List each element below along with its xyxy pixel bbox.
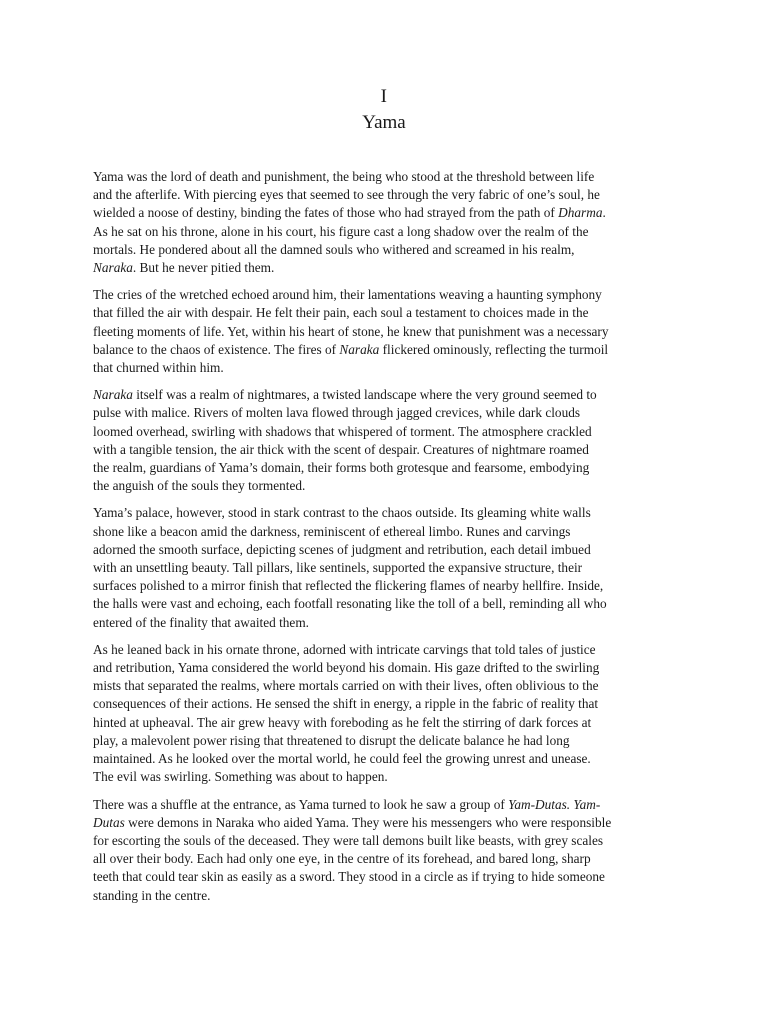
text-line: loomed overhead, swirling with shadows that whispered of torment. The atmosphere crackled (93, 423, 592, 439)
text-line: mists that separated the realms, where mortals carried on with their lives, often oblivious to the (93, 678, 599, 694)
text-line: As he leaned back in his ornate throne, adorned with intricate carvings that told tales of justice (93, 641, 596, 657)
text-line: Yama was the lord of death and punishment, the being who stood at the threshold between life (93, 169, 595, 184)
text-line: entered of the finality that awaited them. (93, 614, 309, 630)
text-line: consequences of their actions. He sensed the shift in energy, a ripple in the fabric of reality that (93, 696, 599, 712)
text-line: that filled the air with despair. He felt their pain, each soul a testament to choices made in the (93, 305, 589, 321)
text-line: the halls were vast and echoing, each footfall resonating like the toll of a bell, reminding all who (93, 596, 607, 612)
text-line: mortals. He pondered about all the damned souls who withered and screamed in his realm, (93, 241, 575, 257)
italic-term: Yam-Dutas. Yam- (508, 796, 601, 812)
text-line: play, a malevolent power rising that threatened to disrupt the delicate balance he had long (93, 732, 570, 748)
body-paragraph (93, 286, 676, 377)
chapter-title: Yama (362, 112, 406, 133)
text-line: all over their body. Each had only one eye, in the centre of its forehead, and bared long, sharp (93, 851, 591, 867)
body-paragraph (93, 386, 676, 495)
body-paragraph (93, 796, 676, 905)
text-line: hinted at upheaval. The air grew heavy with foreboding as he felt the stirring of dark forces at (93, 714, 592, 730)
text-line: wielded a noose of destiny, binding the fates of those who had strayed from the path of Dharma. (93, 205, 606, 221)
text-line: Naraka itself was a realm of nightmares, a twisted landscape where the very ground seemed to (93, 387, 597, 403)
text-line: The evil was swirling. Something was about to happen. (93, 769, 388, 785)
text-line: pulse with malice. Rivers of molten lava flowed through jagged crevices, while dark clouds (93, 405, 581, 421)
text-line: The cries of the wretched echoed around him, their lamentations weaving a haunting symphony (93, 287, 602, 303)
italic-term: Naraka (93, 387, 133, 403)
text-line: fleeting moments of life. Yet, within his heart of stone, he knew that punishment was a necessary (93, 323, 609, 339)
text-line: maintained. As he looked over the mortal world, he could feel the growing unrest and unease. (93, 751, 591, 767)
text-line: There was a shuffle at the entrance, as Yama turned to look he saw a group of Yam-Dutas. Yam- (93, 796, 601, 812)
text-line: Naraka. But he never pitied them. (93, 260, 275, 276)
body-paragraph (93, 168, 676, 277)
text-line: the anguish of the souls they tormented. (93, 478, 306, 494)
italic-term: Dharma (558, 205, 603, 221)
text-line: standing in the centre. (93, 887, 211, 903)
italic-term: Naraka (339, 341, 380, 357)
text-line: As he sat on his throne, alone in his court, his figure cast a long shadow over the realm of the (93, 223, 589, 239)
text-line: Yama’s palace, however, stood in stark contrast to the chaos outside. Its gleaming white walls (93, 505, 591, 521)
text-line: teeth that could tear skin as easily as a sword. They stood in a circle as if trying to hide someone (93, 869, 605, 885)
text-line: with an unsettling beauty. Tall pillars, like sentinels, supported the expansive structure, their (93, 560, 583, 576)
text-line: balance to the chaos of existence. The fires of Naraka flickered ominously, reflecting the turmoil (93, 341, 609, 357)
body-paragraph (93, 641, 676, 787)
text-line: adorned the smooth surface, depicting scenes of judgment and retribution, each detail imbued (93, 541, 591, 557)
text-line: surfaces polished to a mirror finish that reflected the flickering flames of nearby hellfire. Inside, (93, 578, 604, 594)
chapter-body (93, 168, 676, 914)
chapter-number: I (380, 86, 388, 107)
text-line: for escorting the souls of the deceased. They were tall demons built like beasts, with grey scales (93, 832, 604, 848)
text-line: that churned within him. (93, 360, 224, 376)
italic-term: Dutas (93, 814, 125, 830)
text-line: and the afterlife. With piercing eyes that seemed to see through the very fabric of one’s soul, he (93, 187, 600, 203)
text-line: shone like a beacon amid the darkness, reminiscent of ethereal limbo. Runes and carvings (93, 523, 571, 539)
text-line: with a tangible tension, the air thick with the scent of despair. Creatures of nightmare roamed (93, 441, 589, 457)
body-paragraph (93, 504, 676, 631)
text-line: the realm, guardians of Yama’s domain, their forms both grotesque and fearsome, embodying (93, 460, 590, 476)
text-line: Dutas were demons in Naraka who aided Yama. They were his messengers who were responsible (93, 814, 612, 830)
italic-term: Naraka (93, 260, 133, 276)
text-line: and retribution, Yama considered the world beyond his domain. His gaze drifted to the swirling (93, 660, 600, 676)
